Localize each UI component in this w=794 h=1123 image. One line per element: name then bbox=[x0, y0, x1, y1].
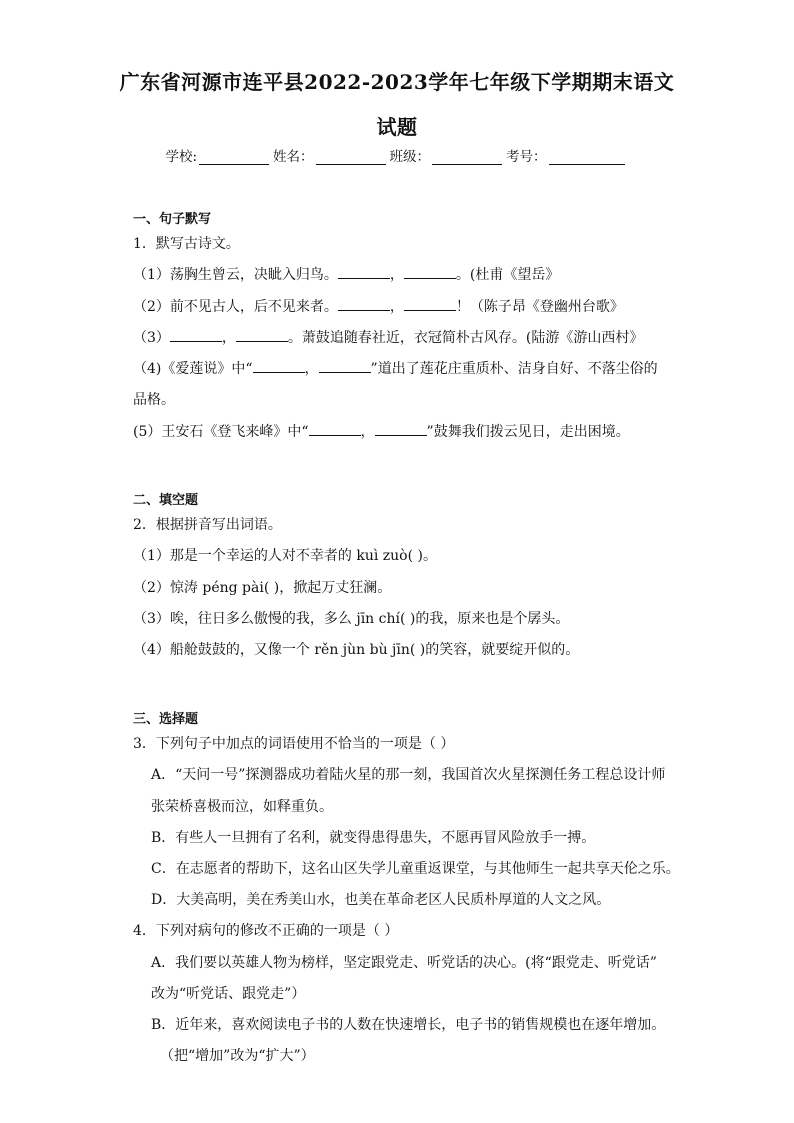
school-blank[interactable] bbox=[199, 150, 269, 165]
q3-option-a[interactable]: A．“天问一号”探测器成功着陆火星的那一刻，我国首次火星探测任务工程总设计师 bbox=[151, 767, 666, 783]
q3-option-d[interactable]: D．大美高明，美在秀美山水，也美在革命老区人民质朴厚道的人文之风。 bbox=[151, 892, 611, 908]
answer-blank[interactable] bbox=[338, 265, 390, 279]
q3-option-b[interactable]: B．有些人一旦拥有了名利，就变得患得患失，不愿再冒风险放手一搏。 bbox=[151, 830, 596, 846]
answer-blank[interactable] bbox=[404, 265, 456, 279]
class-field[interactable] bbox=[390, 145, 503, 165]
q1-item-text: 。萧鼓追随春社近，衣冠简朴古风存。(陆游《游山西村》 bbox=[287, 330, 644, 346]
q1-item-text: ”道出了莲花庄重质朴、洁身自好、不落尘俗的 bbox=[370, 361, 658, 377]
q1-item-text: （1）荡胸生曾云，决眦入归鸟。 bbox=[133, 267, 338, 283]
document-title: 广东省河源市连平县2022-2023学年七年级下学期期末语文 bbox=[119, 70, 675, 94]
q1-item-text: ， bbox=[304, 361, 319, 377]
section-heading-3: 三、选择题 bbox=[133, 712, 199, 727]
q3-option-a-cont: 张荣桥喜极而泣，如释重负。 bbox=[151, 799, 333, 815]
q1-item-text: （2）前不见古人，后不见来者。 bbox=[133, 299, 338, 315]
document-title-cont: 试题 bbox=[376, 115, 418, 139]
q1-item-text: ”鼓舞我们拨云见日，走出困境。 bbox=[426, 424, 630, 440]
q1-item-text: （4)《爱莲说》中“ bbox=[133, 361, 253, 377]
question-2: 2．根据拼音写出词语。 bbox=[133, 517, 282, 533]
name-blank[interactable] bbox=[316, 150, 386, 165]
q1-item-2 bbox=[133, 296, 624, 316]
q2-item-4: （4）船舱鼓鼓的，又像一个 rěn jùn bù jīn( )的笑容，就要绽开似的。 bbox=[133, 642, 580, 658]
q2-item-1: （1）那是一个幸运的人对不幸者的 kuì zuò( )。 bbox=[133, 548, 437, 564]
answer-blank[interactable] bbox=[170, 328, 222, 342]
name-field[interactable] bbox=[273, 145, 386, 165]
q1-item-text: （3） bbox=[133, 330, 170, 346]
q4-option-b[interactable]: B．近年来，喜欢阅读电子书的人数在快速增长，电子书的销售规模也在逐年增加。 bbox=[151, 1017, 666, 1033]
q1-item-1 bbox=[133, 264, 559, 284]
number-field[interactable] bbox=[506, 145, 625, 165]
answer-blank[interactable] bbox=[319, 359, 371, 373]
student-info-row bbox=[0, 145, 794, 165]
q2-item-3: （3）唉，往日多么傲慢的我，多么 jīn chí( )的我，原来也是个孱头。 bbox=[133, 611, 570, 627]
number-label: 考号： bbox=[506, 149, 547, 165]
q1-item-text: ！（陈子昂《登幽州台歌》 bbox=[455, 299, 624, 315]
question-3: 3．下列句子中加点的词语使用不恰当的一项是（ ） bbox=[133, 736, 455, 752]
name-label: 姓名： bbox=[273, 149, 314, 165]
q1-item-3 bbox=[133, 327, 643, 347]
school-label: 学校: bbox=[165, 149, 198, 165]
answer-blank[interactable] bbox=[309, 422, 361, 436]
q1-item-text: ， bbox=[360, 424, 375, 440]
answer-blank[interactable] bbox=[375, 422, 427, 436]
q1-item-4-cont: 品格。 bbox=[133, 392, 175, 408]
section-heading-1: 一、句子默写 bbox=[133, 212, 212, 227]
q3-option-c[interactable]: C．在志愿者的帮助下，这名山区失学儿童重返课堂，与其他师生一起共享天伦之乐。 bbox=[151, 861, 680, 877]
class-label: 班级： bbox=[389, 149, 431, 165]
q1-item-text: ， bbox=[389, 267, 404, 283]
q4-option-a[interactable]: A．我们要以英雄人物为榜样，坚定跟党走、听党话的决心。(将“跟党走、听党话” bbox=[151, 955, 657, 971]
q2-item-2: （2）惊涛 péng pài( )，掀起万丈狂澜。 bbox=[133, 580, 392, 596]
q1-item-text: ， bbox=[221, 330, 236, 346]
question-4: 4．下列对病句的修改不正确的一项是（ ） bbox=[133, 923, 399, 939]
answer-blank[interactable] bbox=[404, 297, 456, 311]
answer-blank[interactable] bbox=[236, 328, 288, 342]
school-field[interactable] bbox=[165, 145, 269, 165]
q1-item-5 bbox=[133, 421, 630, 441]
q1-item-text: ， bbox=[389, 299, 404, 315]
q1-item-text: 。(杜甫《望岳》 bbox=[455, 267, 560, 283]
class-blank[interactable] bbox=[432, 150, 502, 165]
answer-blank[interactable] bbox=[338, 297, 390, 311]
number-blank[interactable] bbox=[549, 150, 625, 165]
q1-item-4 bbox=[133, 358, 658, 378]
q1-item-text: (5）王安石《登飞来峰》中“ bbox=[133, 424, 309, 440]
answer-blank[interactable] bbox=[253, 359, 305, 373]
q4-option-b-cont: （把“增加”改为“扩大”） bbox=[160, 1048, 315, 1064]
section-heading-2: 二、填空题 bbox=[133, 493, 199, 508]
question-1: 1．默写古诗文。 bbox=[133, 236, 240, 252]
q4-option-a-cont: 改为“听党话、跟党走”） bbox=[151, 986, 306, 1002]
